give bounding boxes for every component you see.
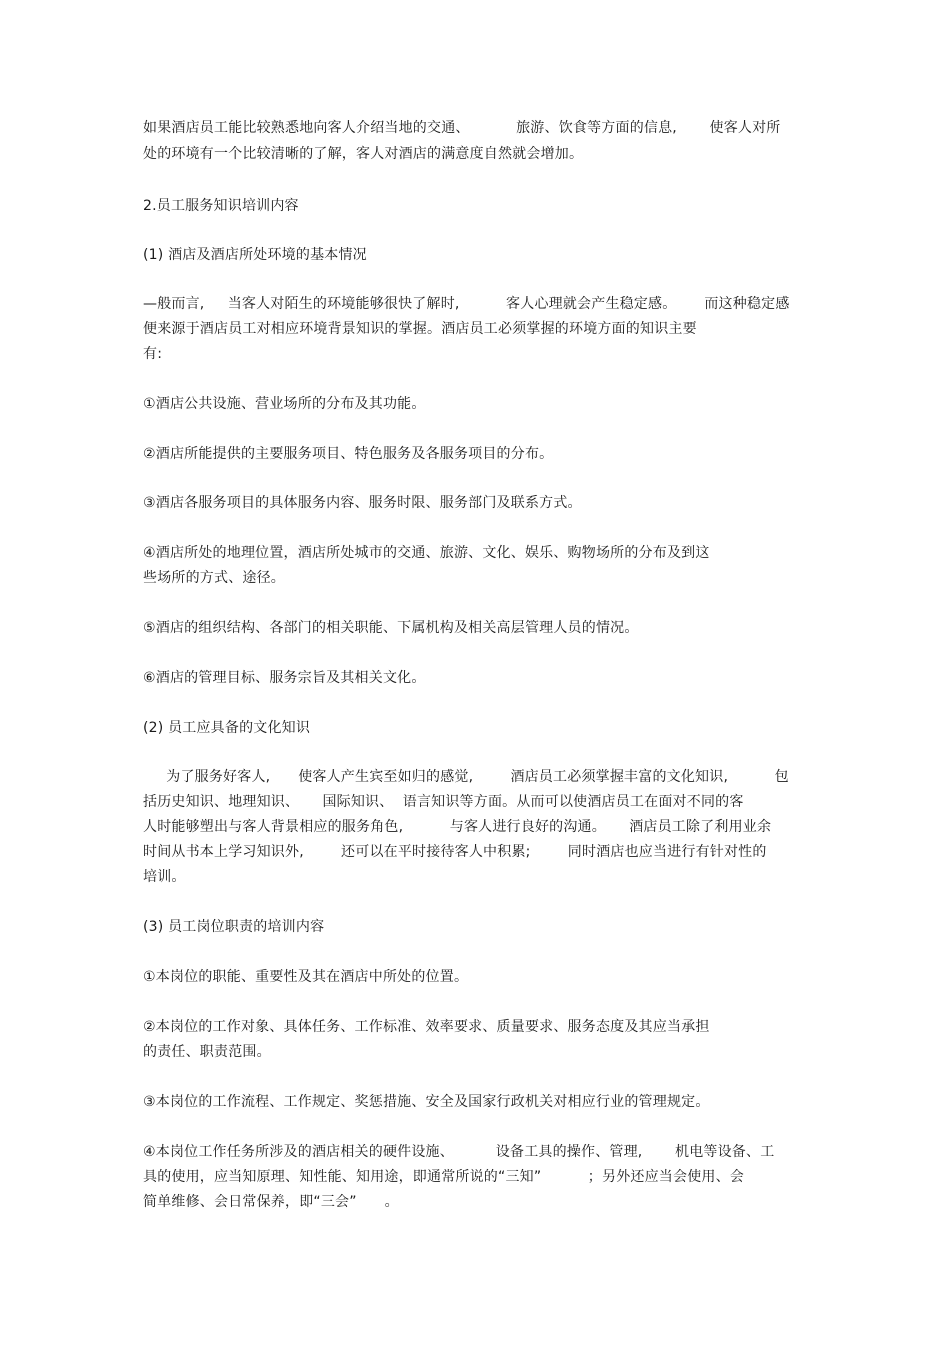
subsection-2-line-3: 人时能够塑出与客人背景相应的服务角色, 与客人进行良好的沟通。 酒店员工除了利用业余 bbox=[143, 819, 772, 835]
subsection-3-item-2-line-2: 的责任、职责范围。 bbox=[143, 1044, 271, 1060]
subsection-1-item-1: ①酒店公共设施、营业场所的分布及其功能。 bbox=[143, 396, 426, 412]
subsection-3-heading: (3) 员工岗位职责的培训内容 bbox=[143, 919, 325, 935]
subsection-1-paragraph-line-2: 便来源于酒店员工对相应环境背景知识的掌握。酒店员工必须掌握的环境方面的知识主要 bbox=[143, 321, 697, 337]
intro-line-2: 处的环境有一个比较清晰的了解，客人对酒店的满意度自然就会增加。 bbox=[143, 146, 584, 162]
subsection-2-heading: (2) 员工应具备的文化知识 bbox=[143, 720, 311, 736]
subsection-1-item-6: ⑥酒店的管理目标、服务宗旨及其相关文化。 bbox=[143, 670, 426, 686]
subsection-1-item-2: ②酒店所能提供的主要服务项目、特色服务及各服务项目的分布。 bbox=[143, 446, 554, 462]
subsection-1-paragraph-line-1: —般而言, 当客人对陌生的环境能够很快了解时, 客人心理就会产生稳定感。 而这种稳定感 bbox=[143, 296, 790, 312]
subsection-1-paragraph-line-3: 有: bbox=[143, 346, 163, 362]
subsection-1-item-3: ③酒店各服务项目的具体服务内容、服务时限、服务部门及联系方式。 bbox=[143, 495, 582, 511]
subsection-2-line-5: 培训。 bbox=[143, 869, 186, 885]
subsection-1-heading: (1) 酒店及酒店所处环境的基本情况 bbox=[143, 247, 367, 263]
subsection-3-item-4-line-2: 具的使用，应当知原理、知性能、知用途，即通常所说的“三知” ；另外还应当会使用、会 bbox=[143, 1169, 745, 1185]
subsection-3-item-1: ①本岗位的职能、重要性及其在酒店中所处的位置。 bbox=[143, 969, 469, 985]
subsection-2-line-4: 时间从书本上学习知识外, 还可以在平时接待客人中积累; 同时酒店也应当进行有针对性的 bbox=[143, 844, 767, 860]
subsection-2-line-2: 括历史知识、地理知识、 国际知识、 语言知识等方面。从而可以使酒店员工在面对不同的客 bbox=[143, 794, 744, 810]
section-2-heading: 2.员工服务知识培训内容 bbox=[143, 198, 299, 214]
subsection-2-line-1: 为了服务好客人, 使客人产生宾至如归的感觉, 酒店员工必须掌握丰富的文化知识, 包 bbox=[143, 769, 789, 785]
subsection-1-item-4-line-2: 些场所的方式、途径。 bbox=[143, 570, 285, 586]
subsection-3-item-2-line-1: ②本岗位的工作对象、具体任务、工作标准、效率要求、质量要求、服务态度及其应当承担 bbox=[143, 1019, 710, 1035]
subsection-3-item-4-line-3: 简单维修、会日常保养，即“三会” 。 bbox=[143, 1194, 399, 1210]
subsection-3-item-3: ③本岗位的工作流程、工作规定、奖惩措施、安全及国家行政机关对相应行业的管理规定。 bbox=[143, 1094, 710, 1110]
intro-line-1: 如果酒店员工能比较熟悉地向客人介绍当地的交通、 旅游、饮食等方面的信息, 使客人对所 bbox=[143, 120, 781, 136]
subsection-1-item-4-line-1: ④酒店所处的地理位置，酒店所处城市的交通、旅游、文化、娱乐、购物场所的分布及到这 bbox=[143, 545, 710, 561]
subsection-1-item-5: ⑤酒店的组织结构、各部门的相关职能、下属机构及相关高层管理人员的情况。 bbox=[143, 620, 639, 636]
subsection-3-item-4-line-1: ④本岗位工作任务所涉及的酒店相关的硬件设施、 设备工具的操作、管理, 机电等设备、工 bbox=[143, 1144, 775, 1160]
